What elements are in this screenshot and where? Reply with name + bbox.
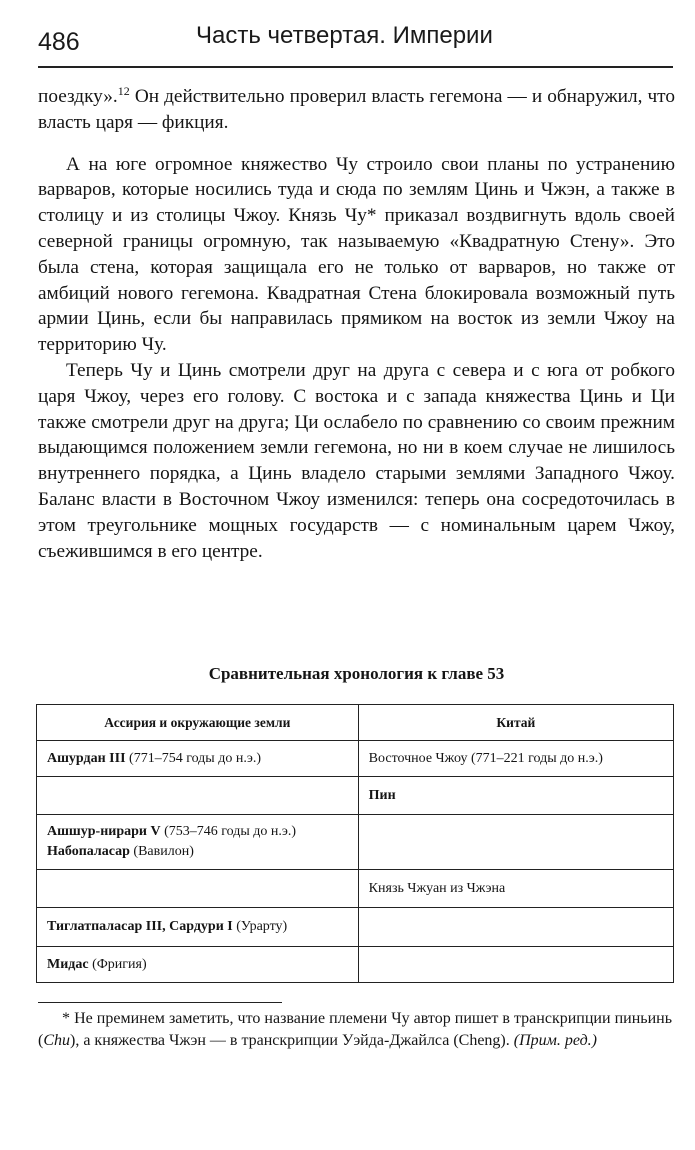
table-title: Сравнительная хронология к главе 53 <box>208 664 505 683</box>
paragraph: Теперь Чу и Цинь смотрели друг на друга с севера и с юга от робкого царя Чжоу, через его голову. С востока и с запада княжества Цинь и Ци также смотрели друг на друга; Ци ослабело по сравнению со своим прежним выдающимся положением земли гегемона, но ни в коем случае не лишилось внутреннего порядка, а Цинь владело старыми землями Западного Чжоу. Баланс власти в Восточном Чжоу изменился: теперь она сосредоточилась в этом треугольнике мощных государств — с номинальным царем Чжоу, съежившимся в его центре. <box>38 359 675 562</box>
footnote-italic-term: Chu <box>43 1032 70 1049</box>
paragraph-text: Он действительно проверил власть гегемона — и обнаружил, что власть царя — фикция. <box>38 86 675 133</box>
table-cell-right: Пин <box>358 777 673 815</box>
table-cell-right: Князь Чжуан из Чжэна <box>358 870 673 908</box>
table-cell-left <box>37 741 359 777</box>
table-row <box>37 815 674 870</box>
table-row <box>37 741 674 777</box>
running-head: Часть четвертая. Империи <box>196 22 493 49</box>
editor-note: (Прим. ред.) <box>513 1032 597 1049</box>
table-row <box>37 870 674 908</box>
table-row <box>37 777 674 815</box>
page-header <box>38 18 673 62</box>
table-cell-right <box>358 908 673 947</box>
footnote-text: * Не преминем заметить, что название племени Чу автор пишет в транскрипции пиньинь ( <box>38 1010 672 1049</box>
ruler-detail: (753–746 годы до н.э.) <box>160 824 297 839</box>
table-cell-right <box>358 815 673 870</box>
footnote <box>38 1008 672 1052</box>
ruler-name: Набопаласар <box>47 844 130 859</box>
footnote-reference: 12 <box>117 84 130 98</box>
ruler-detail: (Вавилон) <box>129 844 194 859</box>
column-header-china: Китай <box>358 705 673 741</box>
ruler-name: Ашурдан III <box>47 750 126 766</box>
table-cell-right <box>358 947 673 983</box>
ruler-detail: (771–754 годы до н.э.) <box>125 750 261 766</box>
table-cell-left <box>37 870 359 908</box>
table-cell-left <box>37 777 359 815</box>
ruler-detail: (Урарту) <box>232 919 288 934</box>
paragraph-continued <box>38 84 675 136</box>
table-row <box>37 947 674 983</box>
page-number: 486 <box>38 28 80 56</box>
column-header-assyria: Ассирия и окружающие земли <box>37 705 359 741</box>
table-cell-left <box>37 947 359 983</box>
footnote-text: ), а княжества Чжэн — в транскрипции Уэйда-Джайлса (Cheng). <box>70 1032 514 1049</box>
ruler-detail: (Фригия) <box>88 956 147 972</box>
table-row <box>37 908 674 947</box>
ruler-name: Ашшур-нирари V <box>47 824 161 839</box>
paragraph-text: поездку». <box>38 86 118 107</box>
table-cell-left <box>37 815 359 870</box>
ruler-name: Мидас <box>47 956 89 972</box>
table-header-row <box>37 705 674 741</box>
paragraph: А на юге огромное княжество Чу строило свои планы по устранению варваров, которые носились туда и сюда по землям Цинь и Чжэн, а также в столицу и из столицы Чжоу. Князь Чу* приказал воздвигнуть вдоль своей северной границы огромную, так называемую «Квадратную Стену». Это была стена, которая защищала его не только от варваров, но также от амбиций нового гегемона. Квадратная Стена блокировала возможный путь армии Цинь, если бы направилась прямиком на восток из земли Чжоу на территорию Чу. <box>38 153 675 356</box>
table-cell-left <box>37 908 359 947</box>
body-text <box>38 84 675 564</box>
table-cell-right: Восточное Чжоу (771–221 годы до н.э.) <box>358 741 673 777</box>
ruler-name: Тиглатпаласар III, Сардури I <box>47 919 233 934</box>
chronology-table <box>36 704 674 983</box>
footnote-rule <box>38 1002 282 1003</box>
header-rule <box>38 66 673 68</box>
